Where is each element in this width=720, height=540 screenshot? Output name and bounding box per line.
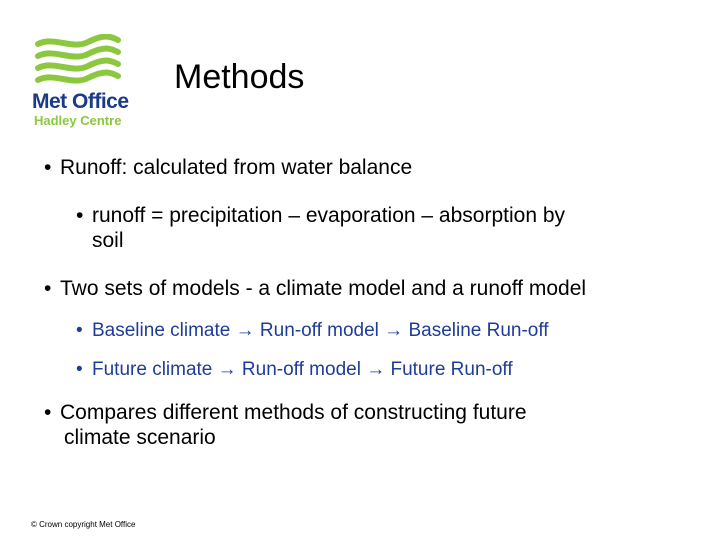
copyright-footer: © Crown copyright Met Office bbox=[31, 520, 136, 529]
bullet-text-line2: climate scenario bbox=[64, 426, 216, 449]
subbullet-future bbox=[76, 359, 513, 381]
subbullet-baseline bbox=[76, 320, 549, 342]
bullet-text: Baseline climate → Run-off model → Baseline Run-off bbox=[92, 320, 549, 341]
logo-text-secondary: Hadley Centre bbox=[34, 113, 122, 128]
bullet-text: Future climate → Run-off model → Future Run-off bbox=[92, 359, 513, 380]
logo-text-primary: Met Office bbox=[32, 90, 129, 113]
bullet-two-models bbox=[44, 277, 586, 301]
bullet-marker: • bbox=[44, 156, 52, 179]
bullet-text-line1: Compares different methods of constructing future bbox=[60, 401, 527, 424]
bullet-compares bbox=[44, 401, 527, 425]
bullet-text-line1: runoff = precipitation – evaporation – absorption by bbox=[92, 204, 566, 227]
bullet-marker: • bbox=[44, 401, 52, 424]
subbullet-runoff-formula bbox=[76, 204, 565, 228]
subbullet-runoff-formula-continued bbox=[92, 229, 124, 253]
bullet-text-line2: soil bbox=[92, 229, 124, 252]
bullet-runoff bbox=[44, 156, 412, 180]
bullet-marker: • bbox=[76, 359, 83, 380]
bullet-marker: • bbox=[76, 204, 84, 227]
bullet-marker: • bbox=[76, 320, 83, 341]
bullet-text: Runoff: calculated from water balance bbox=[60, 156, 413, 179]
bullet-compares-continued bbox=[64, 426, 216, 450]
slide-title: Methods bbox=[174, 58, 305, 96]
bullet-text: Two sets of models - a climate model and a runoff model bbox=[60, 277, 587, 300]
bullet-marker: • bbox=[44, 277, 52, 300]
met-office-wave-logo-icon bbox=[34, 34, 122, 90]
met-office-logo bbox=[30, 34, 130, 130]
